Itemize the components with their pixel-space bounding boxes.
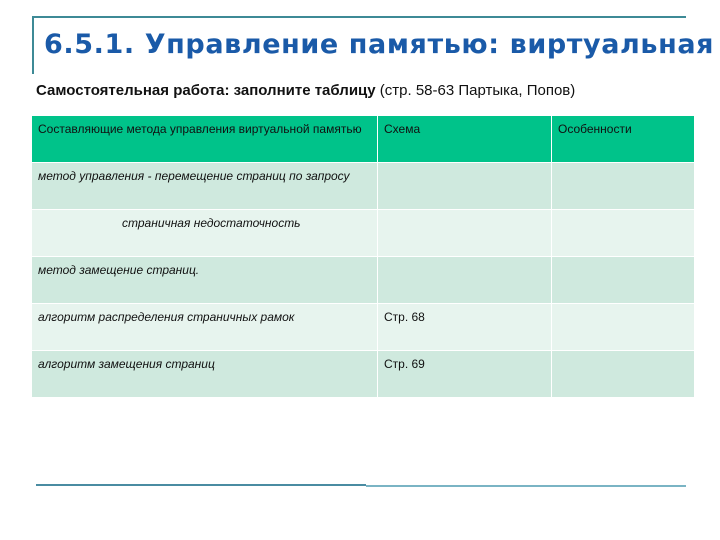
header-features: Особенности [552,116,695,163]
assignment-bold: Самостоятельная работа: заполните таблицу [36,82,376,99]
table-cell [552,351,695,398]
table-cell [378,257,552,304]
table-cell: Стр. 68 [378,304,552,351]
table-cell: алгоритм распределения страничных рамок [32,304,378,351]
table-row [32,304,695,351]
table-cell [378,163,552,210]
bottom-rule-accent [366,485,686,487]
bottom-rule [36,484,366,486]
table-cell [552,210,695,257]
table-cell [552,163,695,210]
table-row [32,163,695,210]
table-header-row [32,116,695,163]
table-cell: метод замещение страниц. [32,257,378,304]
header-scheme: Схема [378,116,552,163]
assignment-reference: (стр. 58-63 Партыка, Попов) [375,82,576,99]
table-row [32,351,695,398]
table-cell: метод управления - перемещение страниц по запросу [32,163,378,210]
table-cell [378,210,552,257]
left-rule [32,16,34,74]
table-cell: страничная недостаточность [32,210,378,257]
table-row [32,210,695,257]
header-components: Составляющие метода управления виртуальной памятью [32,116,378,163]
table-cell: Стр. 69 [378,351,552,398]
top-rule [32,16,686,18]
table-row [32,257,695,304]
table-cell: алгоритм замещения страниц [32,351,378,398]
slide-title: 6.5.1. Управление памятью: виртуальная [44,29,715,60]
assignment-text [36,82,575,99]
table-cell [552,257,695,304]
assignment-table [31,115,695,398]
table-cell [552,304,695,351]
